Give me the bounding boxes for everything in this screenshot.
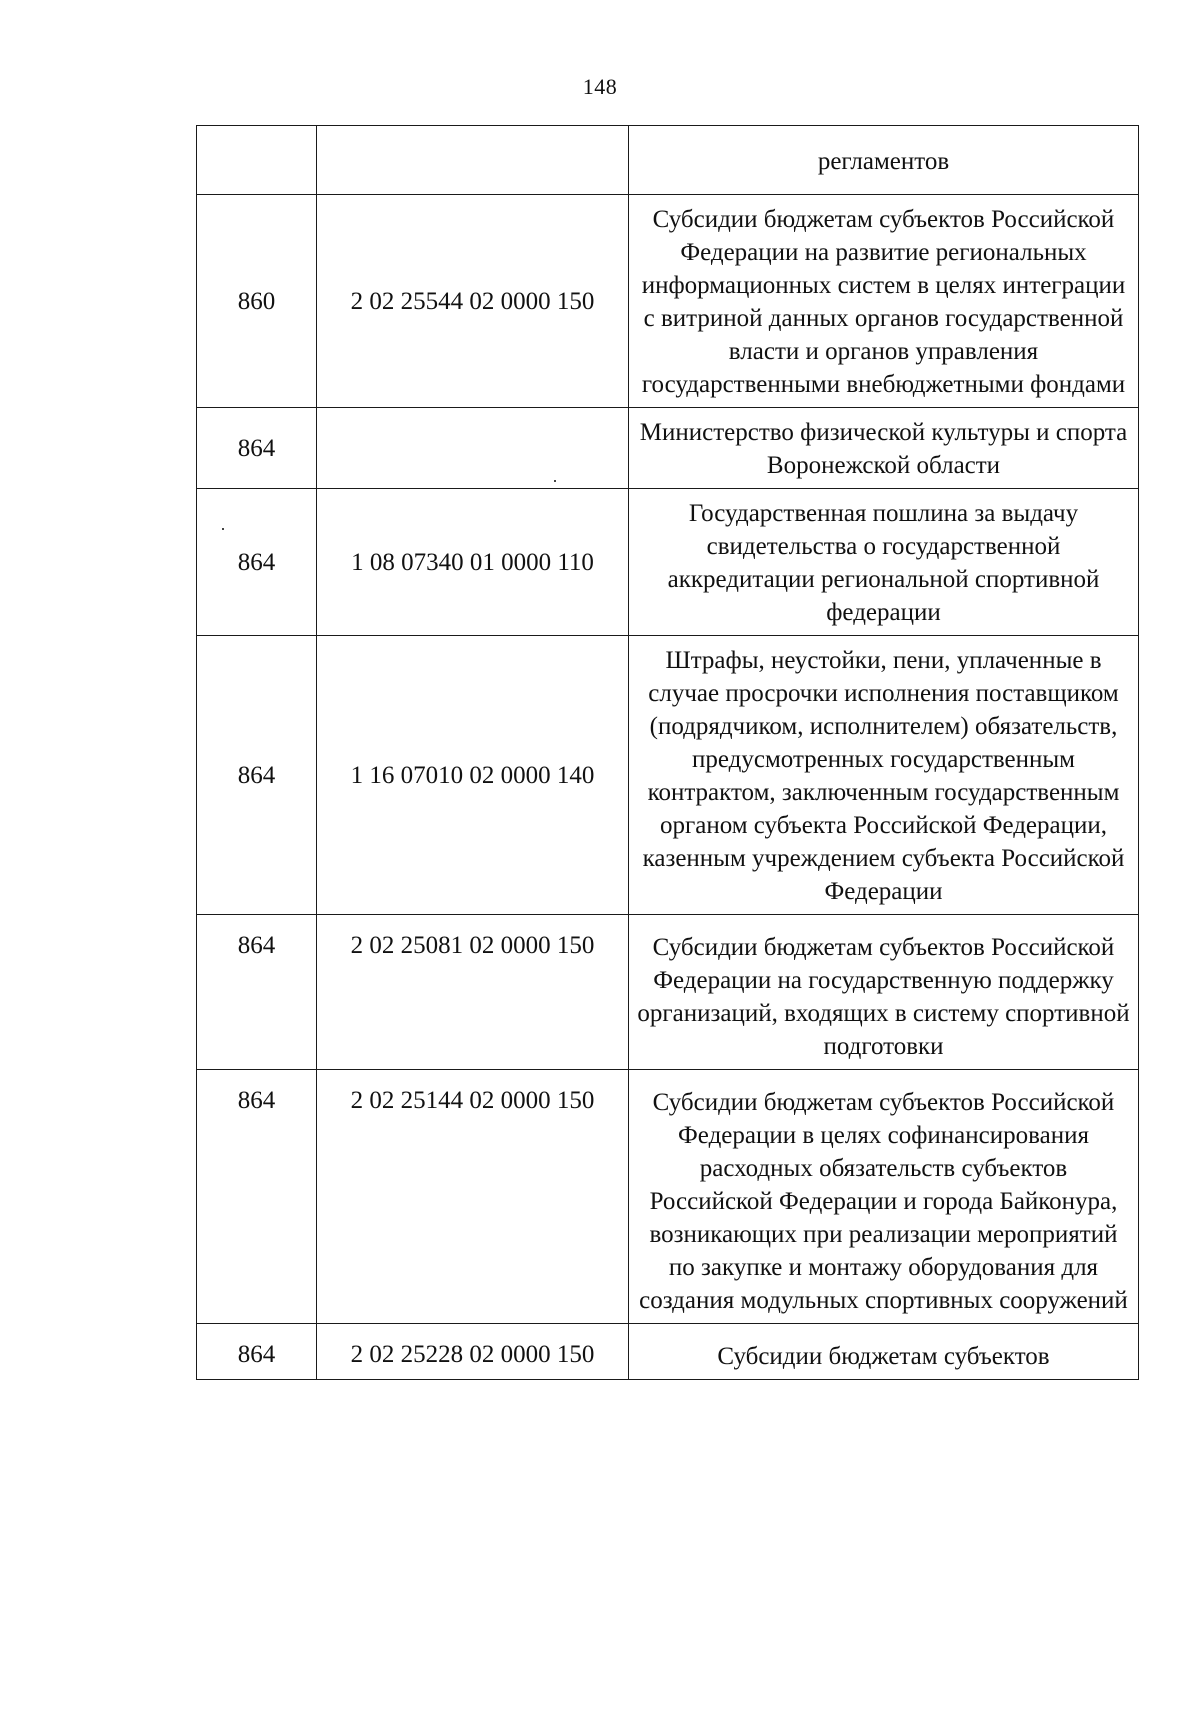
revenue-code-cell: 1 16 07010 02 0000 140 [317, 636, 629, 915]
revenue-name-cell: Государственная пошлина за выдачу свидетельства о государственной аккредитации региональной спортивной федерации [629, 489, 1139, 636]
admin-code-cell: 864 [197, 489, 317, 636]
revenue-code-cell: 2 02 25228 02 0000 150 [317, 1324, 629, 1380]
admin-code-cell [197, 126, 317, 195]
table-row [197, 1070, 1139, 1324]
admin-code-cell: 864 [197, 636, 317, 915]
table-row [197, 195, 1139, 408]
table-row [197, 126, 1139, 195]
revenue-code-cell [317, 408, 629, 489]
table-row [197, 636, 1139, 915]
revenue-name-cell: Субсидии бюджетам субъектов Российской Федерации на государственную поддержку организаций, входящих в систему спортивной подготовки [629, 915, 1139, 1070]
revenue-code-cell: 1 08 07340 01 0000 110 [317, 489, 629, 636]
revenue-name-cell: регламентов [629, 126, 1139, 195]
revenue-code-cell [317, 126, 629, 195]
revenue-name-cell: Штрафы, неустойки, пени, уплаченные в случае просрочки исполнения поставщиком (подрядчиком, исполнителем) обязательств, предусмотренных государственным контрактом, заключенным государственным органом субъекта Российской Федерации, казенным учреждением субъекта Российской Федерации [629, 636, 1139, 915]
revenue-code-cell: 2 02 25081 02 0000 150 [317, 915, 629, 1070]
page-number: 148 [582, 74, 618, 99]
revenue-name-cell: Субсидии бюджетам субъектов Российской Федерации в целях софинансирования расходных обязательств субъектов Российской Федерации и города Байконура, возникающих при реализации мероприятий по закупке и монтажу оборудования для создания модульных спортивных сооружений [629, 1070, 1139, 1324]
table-row [197, 915, 1139, 1070]
revenue-code-cell: 2 02 25544 02 0000 150 [317, 195, 629, 408]
revenue-code-cell: 2 02 25144 02 0000 150 [317, 1070, 629, 1324]
table-row [197, 489, 1139, 636]
admin-code-cell: 864 [197, 1324, 317, 1380]
revenue-name-cell: Субсидии бюджетам субъектов Российской Федерации на развитие региональных информационных систем в целях интеграции с витриной данных органов государственной власти и органов управления государственными внебюджетными фондами [629, 195, 1139, 408]
revenue-name-cell: Министерство физической культуры и спорта Воронежской области [629, 408, 1139, 489]
table-row [197, 408, 1139, 489]
table-row [197, 1324, 1139, 1380]
budget-revenue-codes-table [196, 125, 1139, 1380]
admin-code-cell: 864 [197, 1070, 317, 1324]
admin-code-cell: 860 [197, 195, 317, 408]
revenue-name-cell: Субсидии бюджетам субъектов [629, 1324, 1139, 1380]
admin-code-cell: 864 [197, 915, 317, 1070]
admin-code-cell: 864 [197, 408, 317, 489]
